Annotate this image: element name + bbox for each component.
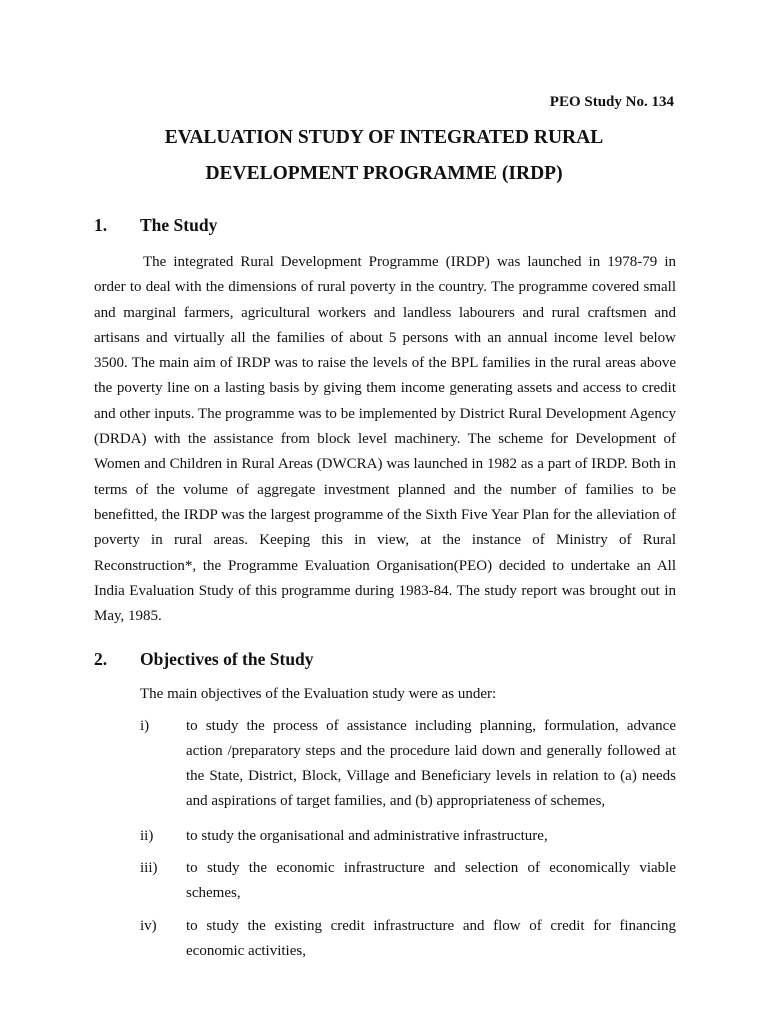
- section-2-title: Objectives of the Study: [140, 649, 314, 669]
- section-1-paragraph: The integrated Rural Development Programme (IRDP) was launched in 1978-79 in order to deal with the dimensions of rural poverty in the country. The programme covered small and marginal farmers, agricultural workers and landless labourers and rural craftsmen and artisans and virtually all the families of about 5 persons with an annual income level below 3500. The main aim of IRDP was to raise the levels of the BPL families in the rural areas above the poverty line on a lasting basis by giving them income generating assets and access to credit and other inputs. The programme was to be implemented by District Rural Development Agency (DRDA) with the assistance from block level machinery. The scheme for Development of Women and Children in Rural Areas (DWCRA) was launched in 1982 as a part of IRDP. Both in terms of the volume of aggregate investment planned and the number of families to be benefitted, the IRDP was the largest programme of the Sixth Five Year Plan for the alleviation of poverty in rural areas. Keeping this in view, at the instance of Ministry of Rural Reconstruction*, the Programme Evaluation Organisation(PEO) decided to undertake an All India Evaluation Study of this programme during 1983-84. The study report was brought out in May, 1985.: [94, 254, 676, 625]
- list-item-marker: i): [140, 718, 150, 734]
- list-item: [140, 714, 676, 814]
- section-2-heading: [94, 649, 314, 670]
- section-1-number: 1.: [94, 215, 108, 235]
- document-title: [0, 120, 768, 192]
- list-item-marker: iii): [140, 860, 158, 876]
- section-2-number: 2.: [94, 649, 108, 669]
- list-item-marker: iv): [140, 918, 157, 934]
- list-item: [140, 914, 676, 964]
- title-line-2: DEVELOPMENT PROGRAMME (IRDP): [205, 163, 563, 184]
- list-item: [140, 856, 676, 906]
- list-item-text: to study the existing credit infrastructure and flow of credit for financing economic activities,: [186, 918, 676, 959]
- section-1-title: The Study: [140, 215, 218, 235]
- list-item-text: to study the economic infrastructure and selection of economically viable schemes,: [186, 860, 676, 901]
- section-2-intro: The main objectives of the Evaluation study were as under:: [140, 686, 497, 702]
- list-item-text: to study the process of assistance including planning, formulation, advance action /preparatory steps and the procedure laid down and generally followed at the State, District, Block, Village and Beneficiary levels in relation to (a) needs and aspirations of target families, and (b) appropriateness of schemes,: [186, 718, 676, 809]
- list-item-marker: ii): [140, 828, 154, 844]
- list-item-text: to study the organisational and administrative infrastructure,: [186, 828, 548, 844]
- study-number: PEO Study No. 134: [549, 94, 674, 110]
- list-item: [140, 824, 676, 849]
- title-line-1: EVALUATION STUDY OF INTEGRATED RURAL: [164, 127, 604, 148]
- section-1-heading: [94, 215, 217, 236]
